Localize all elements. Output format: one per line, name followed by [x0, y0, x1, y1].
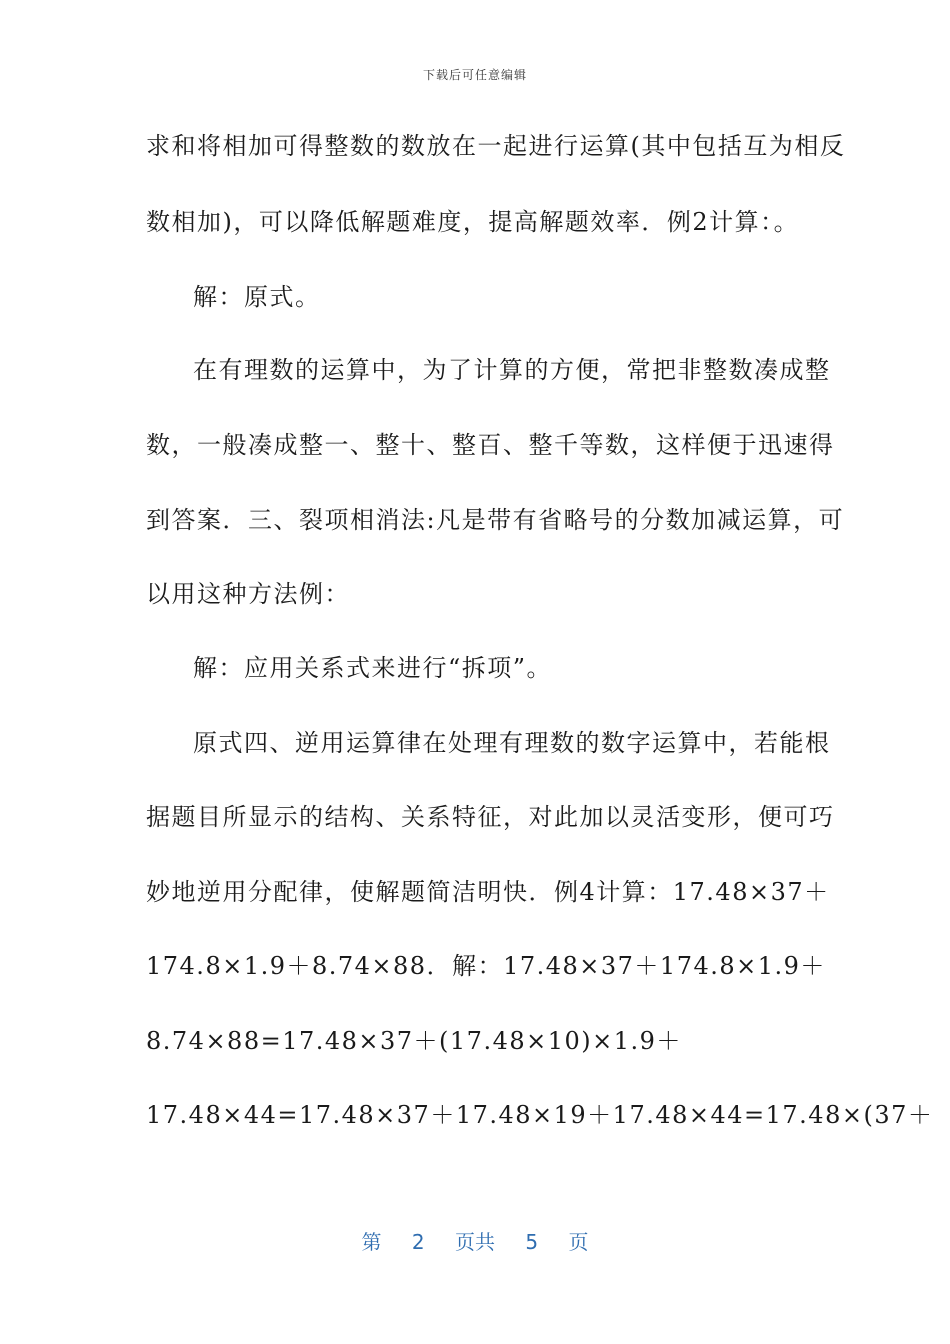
text-line: 17.48×44=17.48×37＋17.48×19＋17.48×44=17.48×(37＋ — [146, 1101, 934, 1129]
page-header: 下载后可任意编辑 — [422, 68, 527, 82]
text-line: 妙地逆用分配律，使解题简洁明快．例4计算：17.48×37＋ — [146, 878, 830, 906]
text-line: 解：原式。 — [193, 283, 321, 311]
text-line: 数，一般凑成整一、整十、整百、整千等数，这样便于迅速得 — [146, 431, 835, 459]
text-line: 数相加)，可以降低解题难度，提高解题效率．例2计算：。 — [146, 208, 800, 236]
text-line: 据题目所显示的结构、关系特征，对此加以灵活变形，便可巧 — [146, 803, 835, 831]
text-line: 求和将相加可得整数的数放在一起进行运算(其中包括互为相反 — [146, 132, 846, 160]
page-label-prefix: 第 — [361, 1230, 382, 1254]
text-line: 到答案．三、裂项相消法:凡是带有省略号的分数加减运算，可 — [146, 506, 845, 534]
page-label-suffix: 页 — [568, 1230, 589, 1254]
text-line: 以用这种方法例： — [146, 580, 350, 608]
text-line: 原式四、逆用运算律在处理有理数的数字运算中，若能根 — [193, 729, 831, 757]
total-pages-number: 5 — [525, 1230, 539, 1254]
page-label-mid: 页共 — [455, 1230, 495, 1254]
text-line: 在有理数的运算中，为了计算的方便，常把非整数凑成整 — [193, 356, 831, 384]
page-footer — [0, 1226, 950, 1255]
text-line: 解：应用关系式来进行“拆项”。 — [193, 654, 553, 682]
text-line: 8.74×88=17.48×37＋(17.48×10)×1.9＋ — [146, 1027, 682, 1055]
current-page-number: 2 — [411, 1230, 425, 1254]
text-line: 174.8×1.9＋8.74×88．解：17.48×37＋174.8×1.9＋ — [146, 952, 826, 980]
